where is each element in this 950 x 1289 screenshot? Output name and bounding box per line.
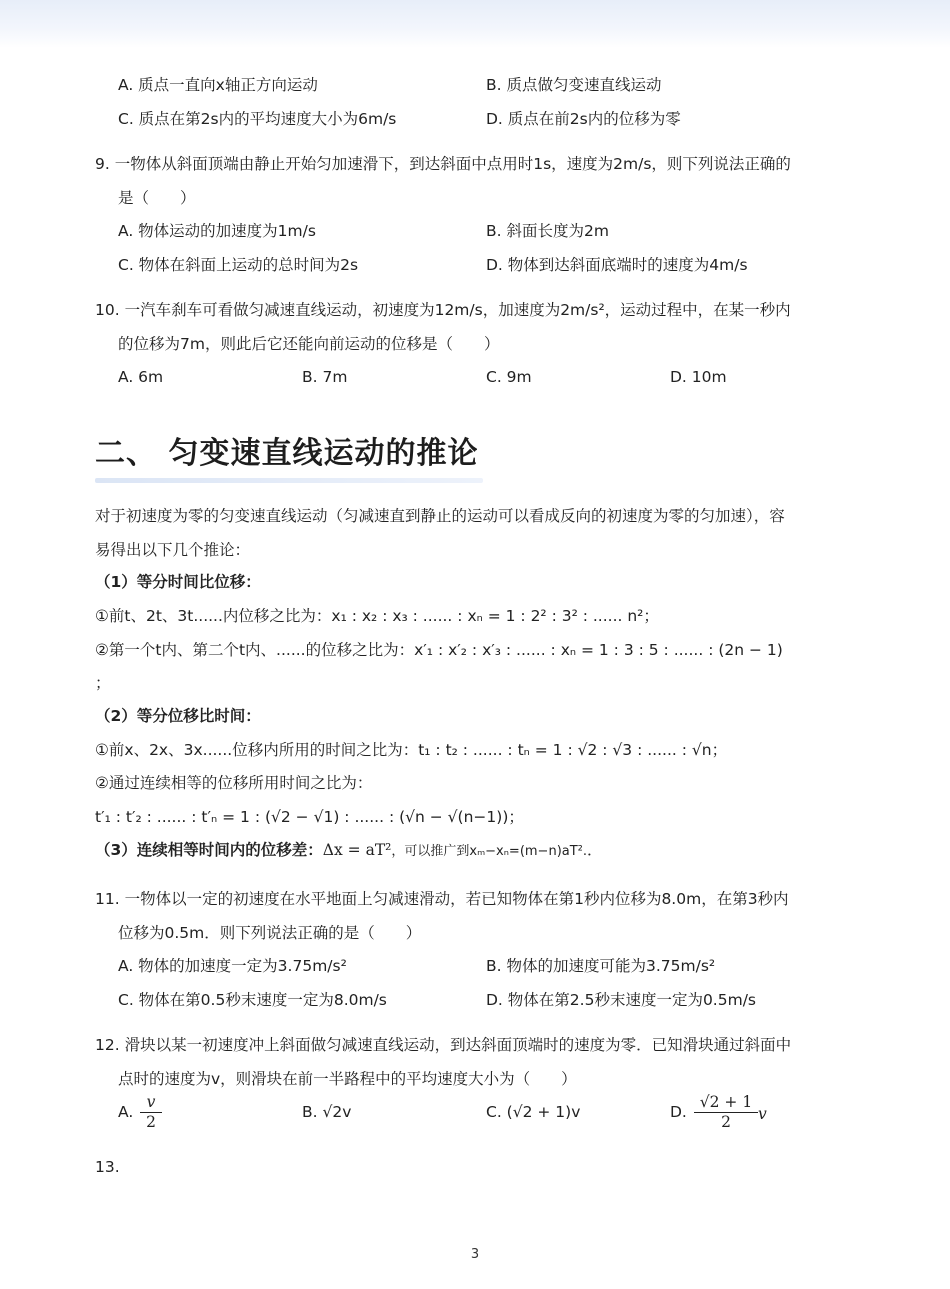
theory-intro-line1: 对于初速度为零的匀变速直线运动（匀减速直到静止的运动可以看成反向的初速度为零的匀加速），容: [95, 507, 785, 525]
q12-stem-line2: 点时的速度为v，则滑块在前一半路程中的平均速度大小为（ ）: [118, 1070, 577, 1088]
theory-h2-formula: t′₁ : t′₂ : ...... : t′ₙ = 1 : (√2 − √1) : ...... : (√n − √(n−1))；: [95, 808, 524, 826]
q13-label: 13.: [95, 1158, 120, 1176]
q9-stem-line2: 是（ ）: [118, 189, 196, 207]
q10-option-a: A. 6m: [118, 368, 164, 386]
section-title: 二、 匀变速直线运动的推论: [95, 436, 479, 471]
q12-option-a-label: A.: [118, 1103, 134, 1121]
q11-option-a: A. 物体的加速度一定为3.75m/s²: [118, 957, 347, 975]
header-band: [0, 0, 950, 48]
theory-h1-item1: ①前t、2t、3t......内位移之比为：x₁ : x₂ : x₃ : ...... : xₙ = 1 : 2² : 3² : ...... n²；: [95, 607, 659, 625]
q12-option-d-denominator: 2: [721, 1113, 731, 1131]
theory-heading-3-row: [95, 839, 603, 863]
q11-stem-line2: 位移为0.5m．则下列说法正确的是（ ）: [118, 924, 422, 942]
q12-option-d-tail: v: [758, 1105, 767, 1123]
q10-option-c: C. 9m: [486, 368, 532, 386]
theory-heading-3: （3）连续相等时间内的位移差：: [95, 841, 323, 859]
theory-heading-2: （2）等分位移比时间：: [95, 707, 261, 725]
q8-option-a: A. 质点一直向x轴正方向运动: [118, 76, 318, 94]
q9-option-a: A. 物体运动的加速度为1m/s: [118, 222, 316, 240]
theory-heading-1: （1）等分时间比位移：: [95, 573, 261, 591]
q8-option-d: D. 质点在前2s内的位移为零: [486, 110, 681, 128]
q9-option-d: D. 物体到达斜面底端时的速度为4m/s: [486, 256, 748, 274]
page-number: 3: [470, 1247, 480, 1262]
q9-stem-line1: 9. 一物体从斜面顶端由静止开始匀加速滑下，到达斜面中点用时1s，速度为2m/s，则下列说法正确的: [95, 155, 791, 173]
theory-h3-formula: Δx = aT²: [322, 841, 392, 859]
q12-option-a-fraction: [140, 1093, 162, 1131]
theory-h1-item2: ②第一个t内、第二个t内、......的位移之比为：x′₁ : x′₂ : x′₃ : ...... : xₙ = 1 : 3 : 5 : ...... : (2n − 1): [95, 641, 783, 659]
q12-option-b: B. √2v: [302, 1103, 352, 1121]
q12-stem-line1: 12. 滑块以某一初速度冲上斜面做匀减速直线运动，到达斜面顶端时的速度为零．已知滑块通过斜面中: [95, 1036, 792, 1054]
q8-option-b: B. 质点做匀变速直线运动: [486, 76, 662, 94]
theory-h3-generalization: ，可以推广到xₘ−xₙ=(m−n)aT².: [391, 844, 588, 859]
theory-intro-line2: 易得出以下几个推论：: [95, 541, 251, 559]
q8-option-c: C. 质点在第2s内的平均速度大小为6m/s: [118, 110, 397, 128]
q12-option-d-fraction: [694, 1093, 758, 1131]
q12-option-d-numerator: √2 + 1: [699, 1093, 753, 1111]
q12-option-c: C. (√2 + 1)v: [486, 1103, 581, 1121]
q10-stem-line1: 10. 一汽车刹车可看做匀减速直线运动，初速度为12m/s，加速度为2m/s²，运动过程中，在某一秒内: [95, 301, 791, 319]
theory-h1-item2-end: ；: [95, 674, 111, 692]
q10-option-b: B. 7m: [302, 368, 348, 386]
q9-option-b: B. 斜面长度为2m: [486, 222, 609, 240]
theory-h2-item1: ①前x、2x、3x......位移内所用的时间之比为：t₁ : t₂ : ...... : tₙ = 1 : √2 : √3 : ...... : √n；: [95, 741, 728, 759]
q11-option-c: C. 物体在第0.5秒末速度一定为8.0m/s: [118, 991, 387, 1009]
theory-h2-item2: ②通过连续相等的位移所用时间之比为：: [95, 774, 373, 792]
q12-option-a-numerator: v: [146, 1093, 156, 1111]
q9-option-c: C. 物体在斜面上运动的总时间为2s: [118, 256, 359, 274]
q12-option-a-denominator: 2: [146, 1113, 156, 1131]
section-underline: [95, 478, 483, 483]
q11-stem-line1: 11. 一物体以一定的初速度在水平地面上匀减速滑动，若已知物体在第1秒内位移为8.0m，在第3秒内: [95, 890, 789, 908]
theory-h3-end: ．: [587, 841, 603, 859]
q10-option-d: D. 10m: [670, 368, 727, 386]
q12-option-d-label: D.: [670, 1103, 687, 1121]
q11-option-d: D. 物体在第2.5秒末速度一定为0.5m/s: [486, 991, 756, 1009]
q10-stem-line2: 的位移为7m，则此后它还能向前运动的位移是（ ）: [118, 335, 500, 353]
q11-option-b: B. 物体的加速度可能为3.75m/s²: [486, 957, 716, 975]
